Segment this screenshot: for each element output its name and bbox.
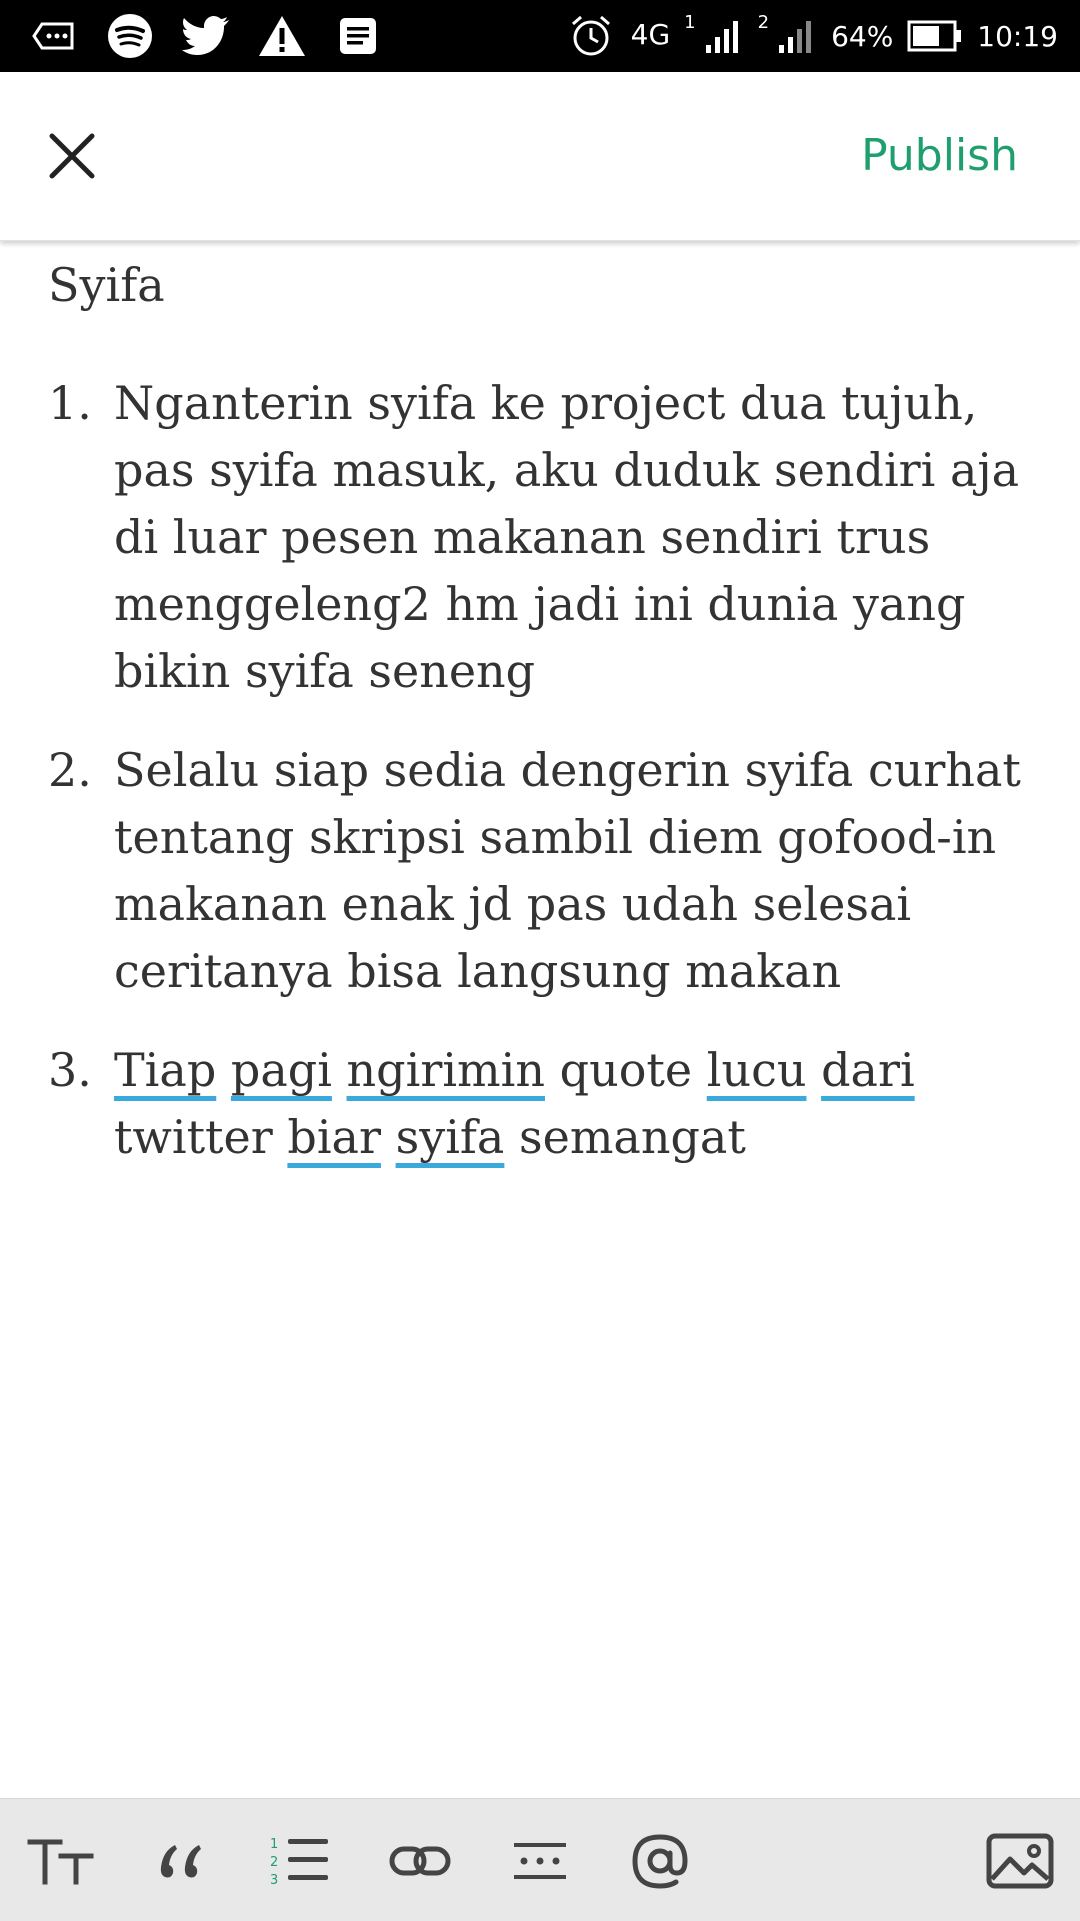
- card-icon: [28, 10, 80, 62]
- quote-button[interactable]: [142, 1823, 218, 1899]
- network-type: 4G: [630, 17, 671, 51]
- list-item-text[interactable]: Nganterin syifa ke project dua tujuh, pas syifa masuk, aku duduk sendiri aja di luar pesen makanan sendiri trus menggeleng2 hm jadi ini dunia yang bikin syifa seneng: [114, 376, 1034, 698]
- formatting-toolbar: [0, 1798, 1080, 1921]
- spotify-icon: [104, 10, 156, 62]
- numbered-list-icon: [268, 1834, 332, 1888]
- image-button[interactable]: [982, 1823, 1058, 1899]
- mention-icon: [630, 1831, 690, 1891]
- list-item-text[interactable]: Selalu siap sedia dengerin syifa curhat tentang skripsi sambil diem gofood-in makanan enak jd pas udah selesai ceritanya bisa langsung makan: [114, 743, 1036, 998]
- notes-icon: [332, 10, 384, 62]
- status-bar: [0, 0, 1080, 72]
- numbered-list[interactable]: [48, 370, 1038, 1203]
- clock: 10:19: [977, 19, 1058, 53]
- twitter-icon: [180, 10, 232, 62]
- warning-icon: [256, 10, 308, 62]
- numbered-list-button[interactable]: [262, 1823, 338, 1899]
- publish-button[interactable]: Publish: [861, 130, 1018, 181]
- alarm-icon: [565, 10, 617, 62]
- svg-text:3: 3: [270, 1873, 279, 1888]
- misspelled-word[interactable]: lucu: [706, 1043, 807, 1097]
- status-bar-right: [565, 0, 1058, 72]
- misspelled-word[interactable]: Tiap: [114, 1043, 217, 1097]
- close-button[interactable]: [40, 124, 104, 188]
- post-title[interactable]: Syifa: [48, 258, 165, 312]
- misspelled-word[interactable]: pagi: [230, 1043, 332, 1097]
- svg-text:2: 2: [270, 1855, 279, 1870]
- signal-icon: [704, 10, 744, 62]
- misspelled-word[interactable]: dari: [821, 1043, 915, 1097]
- word: twitter: [114, 1110, 273, 1164]
- link-button[interactable]: [382, 1823, 458, 1899]
- sim1-badge: 1: [684, 11, 696, 33]
- editor-header: [0, 72, 1080, 241]
- battery-icon: [907, 10, 963, 62]
- sim2-badge: 2: [757, 11, 770, 33]
- list-number: 2.: [48, 743, 92, 797]
- list-item[interactable]: [48, 370, 1038, 705]
- text-size-button[interactable]: [24, 1823, 100, 1899]
- status-bar-left: [28, 0, 384, 72]
- divider-button[interactable]: [502, 1823, 578, 1899]
- misspelled-word[interactable]: syifa: [395, 1110, 505, 1164]
- list-item[interactable]: [48, 737, 1038, 1005]
- list-number: 3.: [48, 1043, 92, 1097]
- word: semangat: [518, 1110, 746, 1164]
- word: quote: [559, 1043, 693, 1097]
- list-item[interactable]: [48, 1037, 1038, 1171]
- quote-icon: [155, 1839, 205, 1883]
- mention-button[interactable]: [622, 1823, 698, 1899]
- image-icon: [986, 1833, 1054, 1889]
- link-icon: [388, 1839, 452, 1883]
- misspelled-word[interactable]: ngirimin: [346, 1043, 545, 1097]
- signal-icon: [777, 10, 817, 62]
- list-item-text[interactable]: [114, 1037, 1038, 1171]
- divider-icon: [510, 1837, 570, 1885]
- svg-text:1: 1: [270, 1837, 279, 1852]
- list-number: 1.: [48, 376, 92, 430]
- post-editor[interactable]: [0, 240, 1080, 1796]
- text-size-icon: [27, 1836, 97, 1886]
- misspelled-word[interactable]: biar: [287, 1110, 381, 1164]
- battery-percent: 64%: [831, 19, 894, 53]
- close-icon: [40, 124, 104, 188]
